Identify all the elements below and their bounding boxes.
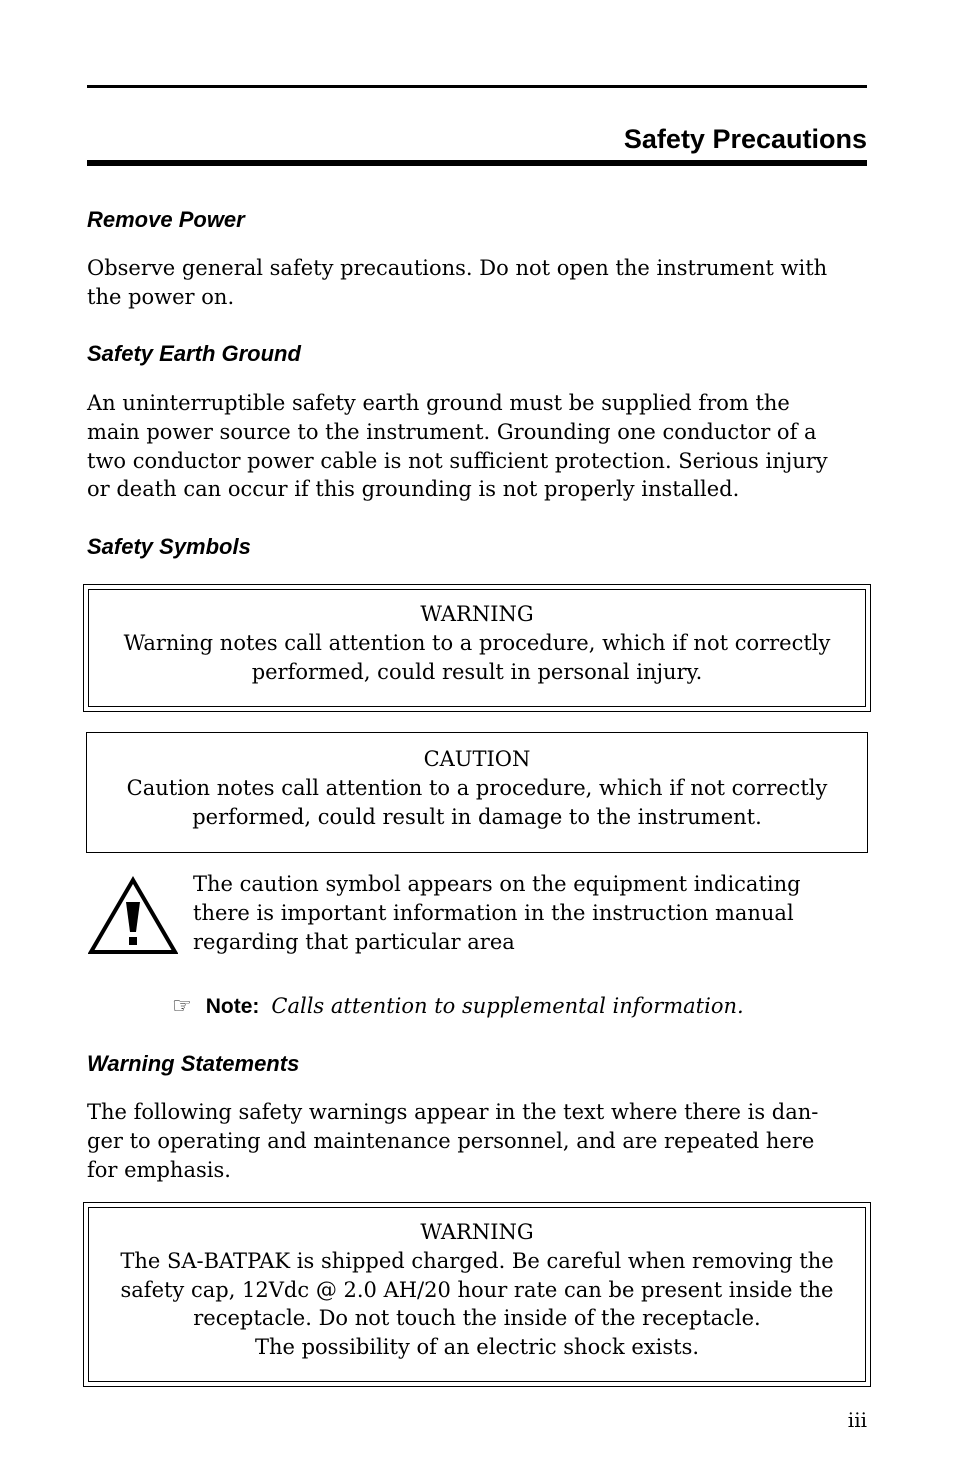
page-number: iii: [847, 1408, 867, 1432]
paragraph-warning-statements: [87, 1098, 867, 1184]
caution-title: CAUTION: [423, 747, 531, 771]
text-line: two conductor power cable is not sufficient protection. Serious injury: [87, 448, 828, 473]
caution-triangle-icon: [88, 876, 178, 956]
heading-earth-ground: Safety Earth Ground: [87, 341, 301, 366]
text-line: or death can occur if this grounding is not properly installed.: [87, 477, 740, 502]
title-rule: [87, 160, 867, 166]
page-title: Safety Precautions: [623, 124, 867, 154]
warning-text-line: Warning notes call attention to a procedure, which if not correctly: [123, 630, 831, 655]
text-line: the power on.: [87, 284, 235, 309]
paragraph-remove-power: [87, 254, 867, 312]
header-rule: [87, 85, 867, 88]
heading-safety-symbols: Safety Symbols: [87, 534, 251, 559]
caution-text-line: performed, could result in damage to the instrument.: [192, 804, 762, 829]
warning-text-line: safety cap, 12Vdc @ 2.0 AH/20 hour rate can be present inside the: [120, 1277, 834, 1302]
text-line: The following safety warnings appear in the text where there is dan-: [87, 1100, 819, 1124]
caution-symbol-description: [193, 870, 853, 956]
text-line: there is important information in the instruction manual: [193, 900, 794, 925]
paragraph-earth-ground: [87, 389, 867, 504]
text-line: regarding that particular area: [193, 929, 515, 954]
warning-text-line: The SA-BATPAK is shipped charged. Be careful when removing the: [120, 1248, 834, 1273]
warning-text-line: performed, could result in personal injury.: [251, 659, 703, 684]
heading-warning-statements: Warning Statements: [87, 1051, 300, 1076]
text-line: The caution symbol appears on the equipment indicating: [193, 872, 801, 896]
warning-text-line: The possibility of an electric shock exists.: [254, 1335, 700, 1360]
note-text: Calls attention to supplemental information.: [271, 994, 744, 1018]
caution-text-line: Caution notes call attention to a procedure, which if not correctly: [126, 775, 828, 800]
note-label: Note:: [205, 995, 260, 1018]
warning-title: WARNING: [420, 1220, 534, 1244]
note: [172, 991, 744, 1022]
text-line: main power source to the instrument. Grounding one conductor of a: [87, 419, 817, 444]
warning-title: WARNING: [420, 602, 534, 626]
pointing-hand-icon: ☞: [172, 994, 192, 1019]
text-line: Observe general safety precautions. Do not open the instrument with: [87, 256, 828, 280]
warning-box: [83, 584, 871, 712]
text-line: ger to operating and maintenance personnel, and are repeated here: [87, 1128, 815, 1153]
caution-box: [86, 732, 868, 853]
warning-text-line: receptacle. Do not touch the inside of the receptacle.: [193, 1306, 761, 1331]
text-line: for emphasis.: [87, 1157, 231, 1182]
battery-warning-box: [83, 1202, 871, 1387]
text-line: An uninterruptible safety earth ground must be supplied from the: [87, 391, 790, 415]
heading-remove-power: Remove Power: [87, 207, 245, 232]
